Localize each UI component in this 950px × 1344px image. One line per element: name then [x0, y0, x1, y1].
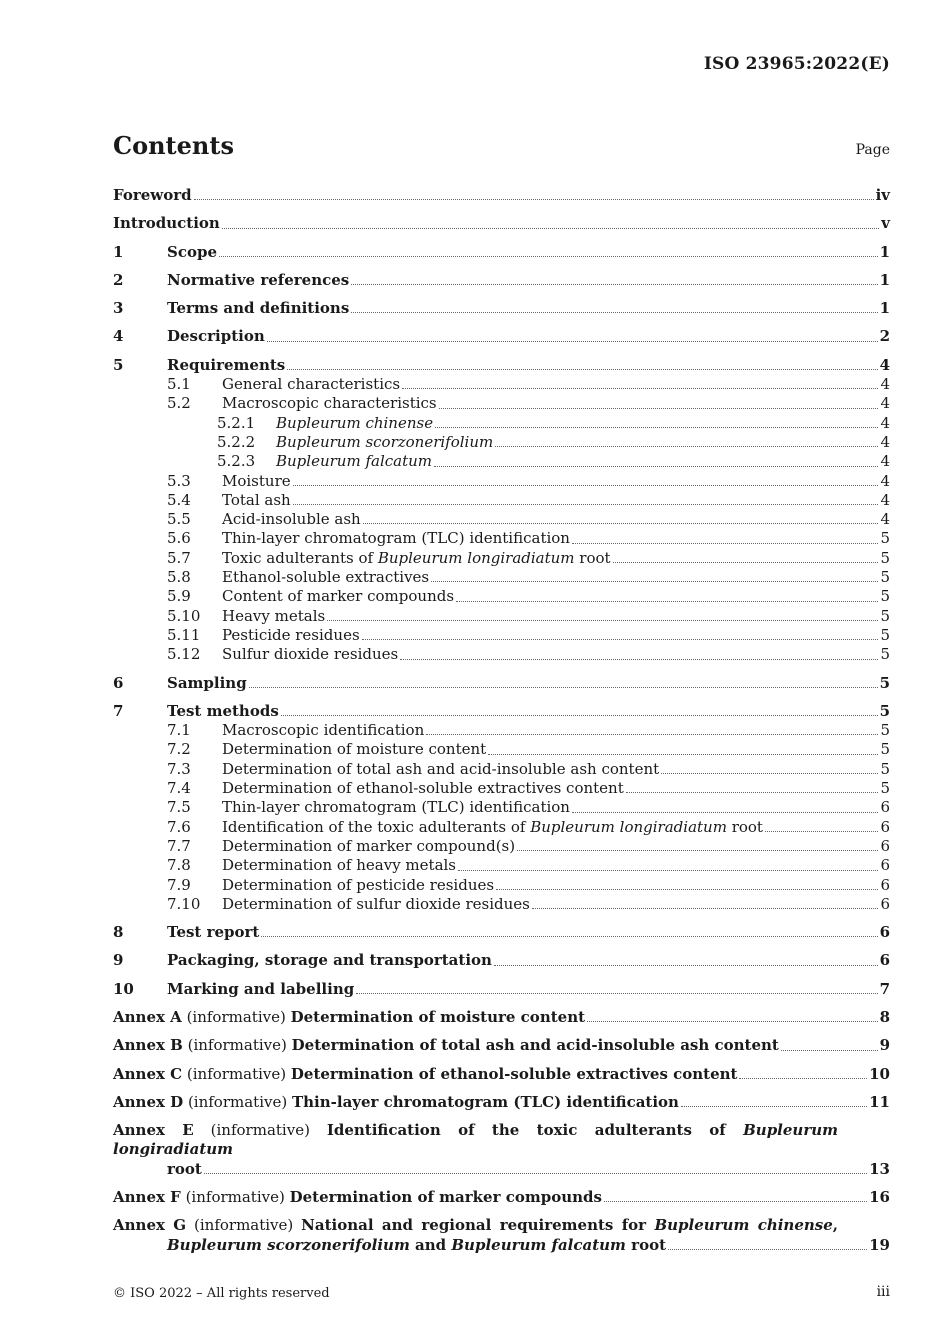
toc-section-number: 5.11: [167, 625, 201, 644]
toc-page-number: 5: [880, 587, 890, 606]
annex-title: root: [625, 1235, 667, 1254]
dot-leader: [532, 907, 879, 909]
dot-leader: [488, 753, 878, 755]
toc-entry-text: Introduction: [113, 214, 220, 233]
toc-entry-text: Heavy metals: [222, 606, 326, 625]
dot-leader: [267, 340, 878, 342]
toc-page-number: 1: [879, 270, 890, 289]
toc-entry-5-11[interactable]: [113, 626, 890, 645]
toc-entry-text: Thin-layer chromatogram (TLC) identification: [222, 798, 570, 817]
toc-page-number: 4: [880, 394, 890, 413]
toc-page-number: 6: [880, 875, 890, 894]
annex-title: Determination of moisture content: [290, 1007, 586, 1026]
toc-page-number: 6: [880, 817, 890, 836]
toc-page-number: 4: [880, 510, 890, 529]
toc-entry-5-7[interactable]: [113, 549, 890, 568]
annex-title: and: [409, 1235, 452, 1254]
toc-entry-annex-f[interactable]: [113, 1188, 890, 1207]
toc-entry-5-2[interactable]: [113, 394, 890, 413]
dot-leader: [572, 811, 878, 813]
dot-leader: [495, 445, 878, 447]
toc-section-number: 5: [113, 355, 124, 374]
toc-section-number: 7.9: [167, 875, 191, 894]
copyright-notice: © ISO 2022 – All rights reserved: [113, 1286, 330, 1301]
toc-entry-text: Pesticide residues: [222, 625, 360, 644]
annex-informative: (informative): [186, 1216, 302, 1235]
toc-page-number: 1: [879, 299, 890, 318]
toc-page-number: 4: [880, 471, 890, 490]
toc-page-number: 8: [879, 1007, 890, 1026]
toc-entry-5-5[interactable]: [113, 510, 890, 529]
page-number: iii: [876, 1284, 890, 1300]
toc-entry-text: [222, 818, 763, 837]
toc-entry-text: Description: [167, 327, 265, 346]
toc-page-number: 6: [879, 951, 890, 970]
toc-entry-text: Acid-insoluble ash: [222, 510, 361, 529]
toc-page-number: 6: [880, 798, 890, 817]
toc-entry-text: Macroscopic identification: [222, 721, 425, 740]
toc-entry-annex-a[interactable]: [113, 1008, 890, 1027]
toc-page-number: 1: [879, 242, 890, 261]
dot-leader: [626, 791, 879, 793]
annex-title: Determination of total ash and acid-insoluble ash content: [291, 1036, 779, 1055]
toc-entry-text: Bupleurum falcatum: [276, 452, 432, 471]
toc-section-number: 7.3: [167, 759, 191, 778]
annex-label: Annex G: [113, 1216, 187, 1235]
toc-page-number: iv: [875, 186, 890, 204]
toc-page-number: 10: [869, 1064, 890, 1083]
annex-title-italic: Bupleurum scorzonerifolium: [167, 1235, 410, 1254]
toc-entry-text: [113, 1093, 679, 1112]
toc-entry-test-report[interactable]: [113, 923, 890, 942]
toc-entry-text: Terms and definitions: [167, 299, 350, 318]
toc-entry-text: Determination of moisture content: [222, 740, 487, 759]
toc-entry-text: Scope: [167, 242, 218, 261]
toc-page-number: 5: [880, 740, 890, 759]
toc-page-number: 5: [879, 673, 890, 692]
dot-leader: [351, 283, 877, 285]
toc-entry-annex-e[interactable]: [113, 1121, 890, 1179]
toc-section-number: 7.2: [167, 740, 191, 759]
toc-entry-5-2-3[interactable]: [113, 452, 890, 471]
toc-entry-text: Test report: [167, 923, 260, 942]
toc-page-number: 4: [879, 355, 890, 374]
toc-entry-scope[interactable]: [113, 243, 890, 262]
toc-entry-5-10[interactable]: [113, 607, 890, 626]
dot-leader: [435, 426, 878, 428]
toc-section-number: 1: [113, 242, 124, 261]
toc-text-part: root: [726, 817, 763, 836]
toc-entry-text: Bupleurum chinense: [276, 413, 434, 432]
dot-leader: [293, 484, 879, 486]
toc-section-number: 5.7: [167, 548, 191, 567]
toc-page-number: 4: [880, 413, 890, 432]
toc-entry-normative-references[interactable]: [113, 271, 890, 290]
toc-entry-introduction[interactable]: [113, 214, 890, 233]
toc-section-number: 5.3: [167, 471, 191, 490]
toc-section-number: 7.7: [167, 836, 191, 855]
toc-page-number: 4: [880, 490, 890, 509]
toc-section-number: 6: [113, 673, 124, 692]
toc-entry-text: Determination of ethanol-soluble extractives content: [222, 779, 624, 798]
toc-entry-description[interactable]: [113, 327, 890, 346]
annex-title: ,: [832, 1216, 839, 1235]
toc-entry-text: Determination of marker compound(s): [222, 836, 516, 855]
dot-leader: [439, 407, 879, 409]
toc-entry-text: Normative references: [167, 270, 350, 289]
annex-informative: (informative): [180, 1188, 290, 1207]
toc-entry-7-10[interactable]: [113, 895, 890, 914]
toc-entry-sampling[interactable]: [113, 674, 890, 693]
toc-section-number: 7.10: [167, 894, 201, 913]
toc-section-number: 3: [113, 299, 124, 318]
toc-entry-text: Packaging, storage and transportation: [167, 951, 492, 970]
table-of-contents: [113, 186, 890, 1255]
toc-entry-line: [113, 1121, 890, 1160]
dot-leader: [431, 580, 878, 582]
toc-page-number: 5: [880, 568, 890, 587]
toc-page-number: 13: [869, 1159, 890, 1178]
toc-page-number: 4: [880, 432, 890, 451]
dot-leader: [362, 638, 879, 640]
toc-entry-5-1[interactable]: [113, 375, 890, 394]
toc-section-number: 8: [113, 923, 124, 942]
toc-entry-text: [113, 1008, 585, 1027]
annex-label: Annex F: [113, 1188, 181, 1207]
toc-page-number: 5: [880, 548, 890, 567]
toc-section-number: 4: [113, 327, 124, 346]
toc-entry-text: Determination of heavy metals: [222, 856, 457, 875]
toc-entry-text: [113, 1065, 737, 1084]
toc-page-number: 5: [880, 721, 890, 740]
dot-leader: [494, 964, 878, 966]
dot-leader: [587, 1020, 878, 1022]
toc-entry-7-7[interactable]: [113, 837, 890, 856]
annex-title: Identification of the toxic adulterants of: [326, 1121, 744, 1140]
toc-entry-text: General characteristics: [222, 375, 401, 394]
dot-leader: [668, 1248, 867, 1250]
toc-entry-line: [113, 1236, 890, 1255]
toc-entry-packaging[interactable]: [113, 951, 890, 970]
dot-leader: [194, 198, 874, 200]
toc-entry-5-4[interactable]: [113, 491, 890, 510]
toc-entry-text: Bupleurum scorzonerifolium: [276, 432, 494, 451]
annex-informative: (informative): [182, 1064, 291, 1083]
annex-label: Annex E: [113, 1121, 194, 1140]
toc-entry-text: Determination of pesticide residues: [222, 875, 495, 894]
toc-section-number: 7: [113, 701, 124, 720]
toc-entry-text: Test methods: [167, 701, 279, 720]
toc-entry-text: [222, 549, 611, 568]
toc-page-number: 6: [880, 856, 890, 875]
dot-leader: [604, 1200, 867, 1202]
toc-page-number: 4: [880, 452, 890, 471]
annex-label: Annex C: [113, 1064, 183, 1083]
toc-section-number: 9: [113, 951, 124, 970]
toc-entry-annex-d[interactable]: [113, 1093, 890, 1112]
document-id: ISO 23965:2022(E): [703, 54, 890, 74]
toc-section-number: 7.5: [167, 798, 191, 817]
annex-title: root: [167, 1159, 202, 1178]
toc-page-number: 5: [879, 701, 890, 720]
toc-page-number: 5: [880, 759, 890, 778]
dot-leader: [681, 1105, 867, 1107]
toc-text-part: Toxic adulterants of: [222, 548, 378, 567]
toc-entry-test-methods[interactable]: [113, 702, 890, 721]
toc-entry-7-3[interactable]: [113, 760, 890, 779]
dot-leader: [219, 255, 878, 257]
toc-page-number: 5: [880, 625, 890, 644]
toc-entry-annex-c[interactable]: [113, 1065, 890, 1084]
toc-entry-7-8[interactable]: [113, 856, 890, 875]
toc-section-number: 5.9: [167, 587, 191, 606]
toc-entry-7-5[interactable]: [113, 798, 890, 817]
toc-page-number: v: [881, 214, 890, 233]
toc-entry-text: Sampling: [167, 673, 247, 692]
toc-entry-marking[interactable]: [113, 980, 890, 999]
toc-entry-5-3[interactable]: [113, 472, 890, 491]
toc-entry-annex-g[interactable]: [113, 1216, 890, 1255]
dot-leader: [363, 522, 879, 524]
dot-leader: [287, 368, 877, 370]
toc-page-number: 5: [880, 529, 890, 548]
toc-entry-line: [113, 1216, 890, 1235]
toc-entry-requirements[interactable]: [113, 356, 890, 375]
toc-entry-text: Moisture: [222, 471, 291, 490]
toc-entry-text: Marking and labelling: [167, 979, 355, 998]
toc-page-number: 9: [879, 1036, 890, 1055]
toc-page-number: 7: [879, 979, 890, 998]
toc-page-number: 19: [869, 1235, 890, 1254]
toc-section-number: 5.2.1: [217, 413, 256, 432]
toc-section-number: 7.1: [167, 721, 191, 740]
dot-leader: [765, 830, 879, 832]
dot-leader: [261, 935, 877, 937]
annex-label: Annex D: [113, 1092, 184, 1111]
toc-entry-text: [113, 1036, 779, 1055]
dot-leader: [327, 619, 878, 621]
dot-leader: [496, 888, 878, 890]
toc-entry-text: Foreword: [113, 186, 192, 204]
toc-entry-5-6[interactable]: [113, 529, 890, 548]
dot-leader: [572, 542, 878, 544]
dot-leader: [661, 772, 878, 774]
toc-entry-line: [113, 1160, 890, 1179]
annex-informative: (informative): [181, 1007, 291, 1026]
toc-page-number: 5: [880, 606, 890, 625]
dot-leader: [356, 992, 877, 994]
dot-leader: [293, 503, 879, 505]
dot-leader: [249, 686, 878, 688]
toc-entry-text: Total ash: [222, 490, 291, 509]
annex-title-italic: Bupleurum falcatum: [451, 1235, 626, 1254]
toc-entry-text: Thin-layer chromatogram (TLC) identification: [222, 529, 570, 548]
toc-page-number: 6: [880, 836, 890, 855]
toc-section-number: 7.8: [167, 856, 191, 875]
toc-entry-text: Determination of total ash and acid-insoluble ash content: [222, 759, 660, 778]
annex-informative: (informative): [183, 1092, 292, 1111]
toc-entry-text: Requirements: [167, 355, 286, 374]
toc-section-number: 5.6: [167, 529, 191, 548]
dot-leader: [281, 714, 878, 716]
dot-leader: [781, 1049, 878, 1051]
toc-entry-5-9[interactable]: [113, 587, 890, 606]
toc-section-number: 7.4: [167, 779, 191, 798]
annex-title: Determination of ethanol-soluble extractives content: [290, 1064, 738, 1083]
annex-label: Annex A: [113, 1007, 182, 1026]
toc-section-number: 5.2.3: [217, 452, 256, 471]
toc-entry-5-12[interactable]: [113, 645, 890, 664]
toc-entry-text: Macroscopic characteristics: [222, 394, 437, 413]
toc-entry-terms-and-definitions[interactable]: [113, 299, 890, 318]
toc-section-number: 5.1: [167, 375, 191, 394]
dot-leader: [613, 561, 879, 563]
toc-section-number: 5.2: [167, 394, 191, 413]
annex-title: Determination of marker compounds: [289, 1188, 602, 1207]
page-title: Contents: [113, 131, 234, 160]
toc-section-number: 5.12: [167, 645, 201, 664]
dot-leader: [426, 733, 878, 735]
toc-section-number: 7.6: [167, 817, 191, 836]
toc-page-number: 6: [880, 894, 890, 913]
toc-page-number: 11: [869, 1092, 890, 1111]
dot-leader: [204, 1172, 867, 1174]
annex-title: [167, 1236, 666, 1255]
toc-section-number: 5.10: [167, 606, 201, 625]
toc-text-part: Identification of the toxic adulterants of: [222, 817, 531, 836]
page-column-label: Page: [855, 142, 890, 158]
dot-leader: [351, 311, 877, 313]
dot-leader: [458, 869, 878, 871]
toc-entry-text: Ethanol-soluble extractives: [222, 568, 430, 587]
annex-label: Annex B: [113, 1036, 183, 1055]
toc-section-number: 5.8: [167, 568, 191, 587]
toc-entry-annex-b[interactable]: [113, 1036, 890, 1055]
toc-entry-7-2[interactable]: [113, 740, 890, 759]
toc-entry-text: [113, 1188, 602, 1207]
toc-entry-7-6[interactable]: [113, 818, 890, 837]
toc-page-number: 5: [880, 779, 890, 798]
annex-title-italic: Bupleurum longiradiatum: [113, 1121, 839, 1159]
toc-section-number: 10: [113, 979, 134, 998]
dot-leader: [402, 387, 878, 389]
toc-section-number: 5.2.2: [217, 432, 256, 451]
toc-text-italic: Bupleurum longiradiatum: [377, 548, 575, 567]
toc-section-number: 5.5: [167, 510, 191, 529]
toc-entry-5-2-2[interactable]: [113, 433, 890, 452]
toc-entry-foreword[interactable]: [113, 186, 890, 205]
annex-title: National and regional requirements for: [301, 1216, 655, 1235]
dot-leader: [456, 600, 878, 602]
toc-text-italic: Bupleurum longiradiatum: [530, 817, 727, 836]
toc-section-number: 2: [113, 270, 124, 289]
toc-page-number: 16: [869, 1188, 890, 1207]
toc-entry-7-4[interactable]: [113, 779, 890, 798]
toc-page-number: 4: [880, 375, 890, 394]
annex-title-italic: Bupleurum chinense: [654, 1216, 833, 1235]
toc-page-number: 2: [879, 327, 890, 346]
dot-leader: [739, 1077, 867, 1079]
dot-leader: [517, 849, 878, 851]
toc-entry-text: Content of marker compounds: [222, 587, 455, 606]
toc-page-number: 5: [880, 645, 890, 664]
dot-leader: [400, 658, 878, 660]
toc-entry-7-9[interactable]: [113, 876, 890, 895]
dot-leader: [222, 227, 879, 229]
annex-informative: (informative): [193, 1121, 327, 1140]
toc-entry-text: Sulfur dioxide residues: [222, 645, 399, 664]
toc-entry-5-8[interactable]: [113, 568, 890, 587]
toc-entry-7-1[interactable]: [113, 721, 890, 740]
toc-entry-5-2-1[interactable]: [113, 414, 890, 433]
annex-title: Thin-layer chromatogram (TLC) identification: [291, 1092, 679, 1111]
annex-informative: (informative): [182, 1036, 292, 1055]
toc-page-number: 6: [879, 923, 890, 942]
toc-section-number: 5.4: [167, 490, 191, 509]
dot-leader: [434, 465, 878, 467]
toc-entry-text: Determination of sulfur dioxide residues: [222, 894, 530, 913]
toc-text-part: root: [574, 548, 611, 567]
